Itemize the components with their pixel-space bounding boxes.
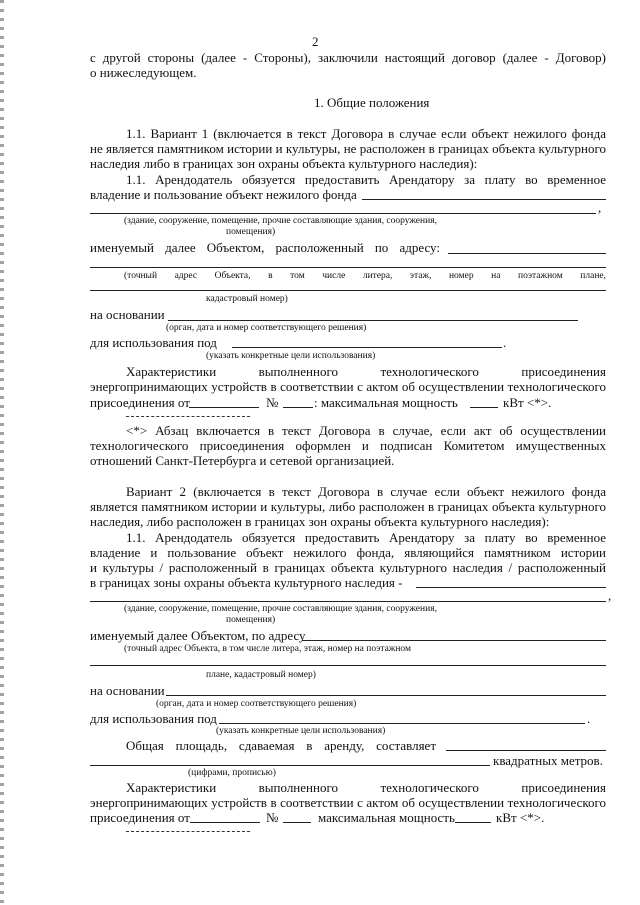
fill-line bbox=[232, 347, 502, 348]
scan-margin-marks bbox=[0, 0, 4, 905]
fill-line bbox=[302, 640, 606, 641]
connection-paragraph: присоединения от bbox=[90, 810, 190, 825]
hint-caption: (указать конкретные цели использования) bbox=[206, 351, 376, 361]
hint-caption: (здание, сооружение, помещение, прочие составляющие здания, сооружения, bbox=[124, 604, 437, 614]
hint-caption: помещения) bbox=[226, 227, 276, 237]
footnote: отношений Санкт-Петербурга и сетевой организацией. bbox=[90, 453, 395, 468]
variant1-paragraph: 1.1. Вариант 1 (включается в текст Договора в случае если объект нежилого фонда bbox=[126, 126, 606, 141]
obligation-paragraph: 1.1. Арендодатель обязуется предоставить Арендатору за плату во временное bbox=[126, 530, 606, 545]
connection-paragraph: Характеристики выполненного технологического присоединения bbox=[126, 364, 606, 379]
fill-line bbox=[168, 320, 578, 321]
hint-caption: (точный адрес Объекта, в том числе литера, этаж, номер на поэтажном плане, bbox=[124, 271, 606, 281]
fill-line bbox=[455, 822, 491, 823]
intro-line: о нижеследующем. bbox=[90, 65, 197, 80]
fill-line bbox=[189, 407, 259, 408]
fill-line bbox=[190, 822, 260, 823]
hint-caption: (орган, дата и номер соответствующего решения) bbox=[166, 323, 367, 333]
hint-caption: кадастровый номер) bbox=[206, 294, 288, 304]
variant1-paragraph: не является памятником истории и культуры, не расположен в границах объекта культурного bbox=[90, 141, 606, 156]
connection-paragraph: энергопринимающих устройств в соответствии с актом об осуществлении технологического bbox=[90, 795, 606, 810]
intro-line: с другой стороны (далее - Стороны), заключили настоящий договор (далее - Договор) bbox=[90, 50, 606, 65]
area-unit: квадратных метров. bbox=[493, 753, 603, 768]
fill-line bbox=[90, 213, 596, 214]
hint-caption: плане, кадастровый номер) bbox=[206, 670, 316, 680]
hint-caption: (орган, дата и номер соответствующего решения) bbox=[156, 699, 357, 709]
fill-line bbox=[90, 765, 490, 766]
hint-caption: (точный адрес Объекта, в том числе литера, этаж, номер на поэтажном bbox=[124, 644, 412, 654]
variant1-paragraph: наследия либо в границах зон охраны объекта культурного наследия): bbox=[90, 156, 478, 171]
page-number: 2 bbox=[312, 34, 319, 49]
fill-line bbox=[219, 723, 585, 724]
basis-label: на основании bbox=[90, 307, 165, 322]
named-label: именуемый далее Объектом, расположенный по адресу: bbox=[90, 240, 440, 255]
footnote: технологического присоединения оформлен и подписан Комитетом имущественных bbox=[90, 438, 606, 453]
variant2-paragraph: наследия, либо расположен в границах зон охраны объекта культурного наследия): bbox=[90, 514, 550, 529]
footnote: <*> Абзац включается в текст Договора в случае, если акт об осуществлении bbox=[126, 423, 606, 438]
hint-caption: (указать конкретные цели использования) bbox=[216, 726, 386, 736]
document-page: 2 с другой стороны (далее - Стороны), заключили настоящий договор (далее - Договор) о нижеследующем. 1. Общие положения 1.1. Вариант 1 (включается в текст Договора в случае если объект нежилого фонда не является памятником истории и культуры, не расположен в границах объекта культурного наследия либо в границах зон охраны объекта культурного наследия): 1.1. Арендодатель обязуется предоставить Арендатору за плату во временное владение и пользование объект нежилого фонда , (здание, сооружение, помещение, прочие составляющие здания, сооружения, помещения) именуемый далее Объектом, расположенный по адресу: (точный адрес Объекта, в том числе литера, этаж, номер на поэтажном плане, кадастровый номер) на основании (орган, дата и номер соответствующего решения) для использования под . (указать конкретные цели использования) Характеристики выполненного технологического присоединения энергопринимающих устройств в соответствии с актом об осуществлении технологического присоединения от № : максимальная мощность кВт <*>. <*> Абзац включается в текст Договора в случае, если акт об осуществлении технологического присоединения оформлен и подписан Комитетом имущественных отношений Санкт-Петербурга и сетевой организацией. Вариант 2 (включается в текст Договора в случае если объект нежилого фонда является памятником истории и культуры, либо расположен в границах объекта культурного наследия, либо расположен в границах зон охраны объекта культурного наследия): 1.1. Арендодатель обязуется предоставить Арендатору за плату во временное владение и пользование объект нежилого фонда, являющийся памятником истории и культуры / расположенный в границах объекта культурного наследия / расположенный в границах зоны охраны объекта культурного наследия - , (здание, сооружение, помещение, прочие составляющие здания, сооружения, помещения) именуемый далее Объектом, по адресу (точный адрес Объекта, в том числе литера, этаж, номер на поэтажном плане, кадастровый номер) на основании (орган, дата и номер соответствующего решения) для использования под . (указать конкретные цели использования) Общая площадь, сдаваемая в аренду, составляет квадратных метров. (цифрами, прописью) Характеристики выполненного технологического присоединения энергопринимающих устройств в соответствии с актом об осуществлении технологического присоединения от № максимальная мощность кВт <*>. bbox=[0, 0, 640, 905]
fill-line bbox=[448, 253, 606, 254]
obligation-paragraph: и культуры / расположенный в границах объекта культурного наследия / расположенный bbox=[90, 560, 606, 575]
connection-paragraph: энергопринимающих устройств в соответствии с актом об осуществлении технологического bbox=[90, 379, 606, 394]
obligation-paragraph: в границах зоны охраны объекта культурного наследия - bbox=[90, 575, 403, 590]
fill-line bbox=[416, 587, 606, 588]
connection-paragraph: Характеристики выполненного технологического присоединения bbox=[126, 780, 606, 795]
use-label: для использования под bbox=[90, 335, 217, 350]
fill-line bbox=[90, 665, 606, 666]
fill-line bbox=[362, 199, 606, 200]
area-label: Общая площадь, сдаваемая в аренду, составляет bbox=[126, 738, 436, 753]
use-label: для использования под bbox=[90, 711, 217, 726]
fill-line bbox=[90, 267, 606, 268]
obligation-paragraph: 1.1. Арендодатель обязуется предоставить Арендатору за плату во временное bbox=[126, 172, 606, 187]
fill-line bbox=[90, 601, 606, 602]
footnote-separator bbox=[126, 416, 250, 417]
variant2-paragraph: является памятником истории и культуры, либо расположен в границах объекта культурного bbox=[90, 499, 606, 514]
basis-label: на основании bbox=[90, 683, 165, 698]
connection-paragraph: присоединения от bbox=[90, 395, 190, 410]
obligation-paragraph: владение и пользование объект нежилого фонда bbox=[90, 187, 357, 202]
fill-line bbox=[166, 695, 606, 696]
section-title: 1. Общие положения bbox=[314, 95, 430, 110]
hint-caption: (здание, сооружение, помещение, прочие составляющие здания, сооружения, bbox=[124, 216, 437, 226]
variant2-paragraph: Вариант 2 (включается в текст Договора в случае если объект нежилого фонда bbox=[126, 484, 606, 499]
fill-line bbox=[283, 407, 313, 408]
fill-line bbox=[90, 290, 606, 291]
hint-caption: (цифрами, прописью) bbox=[188, 768, 276, 778]
obligation-paragraph: владение и пользование объект нежилого фонда, являющийся памятником истории bbox=[90, 545, 606, 560]
footnote-separator bbox=[126, 831, 250, 832]
fill-line bbox=[283, 822, 311, 823]
fill-line bbox=[446, 750, 606, 751]
named-label: именуемый далее Объектом, по адресу bbox=[90, 628, 306, 643]
fill-line bbox=[470, 407, 498, 408]
hint-caption: помещения) bbox=[226, 615, 276, 625]
